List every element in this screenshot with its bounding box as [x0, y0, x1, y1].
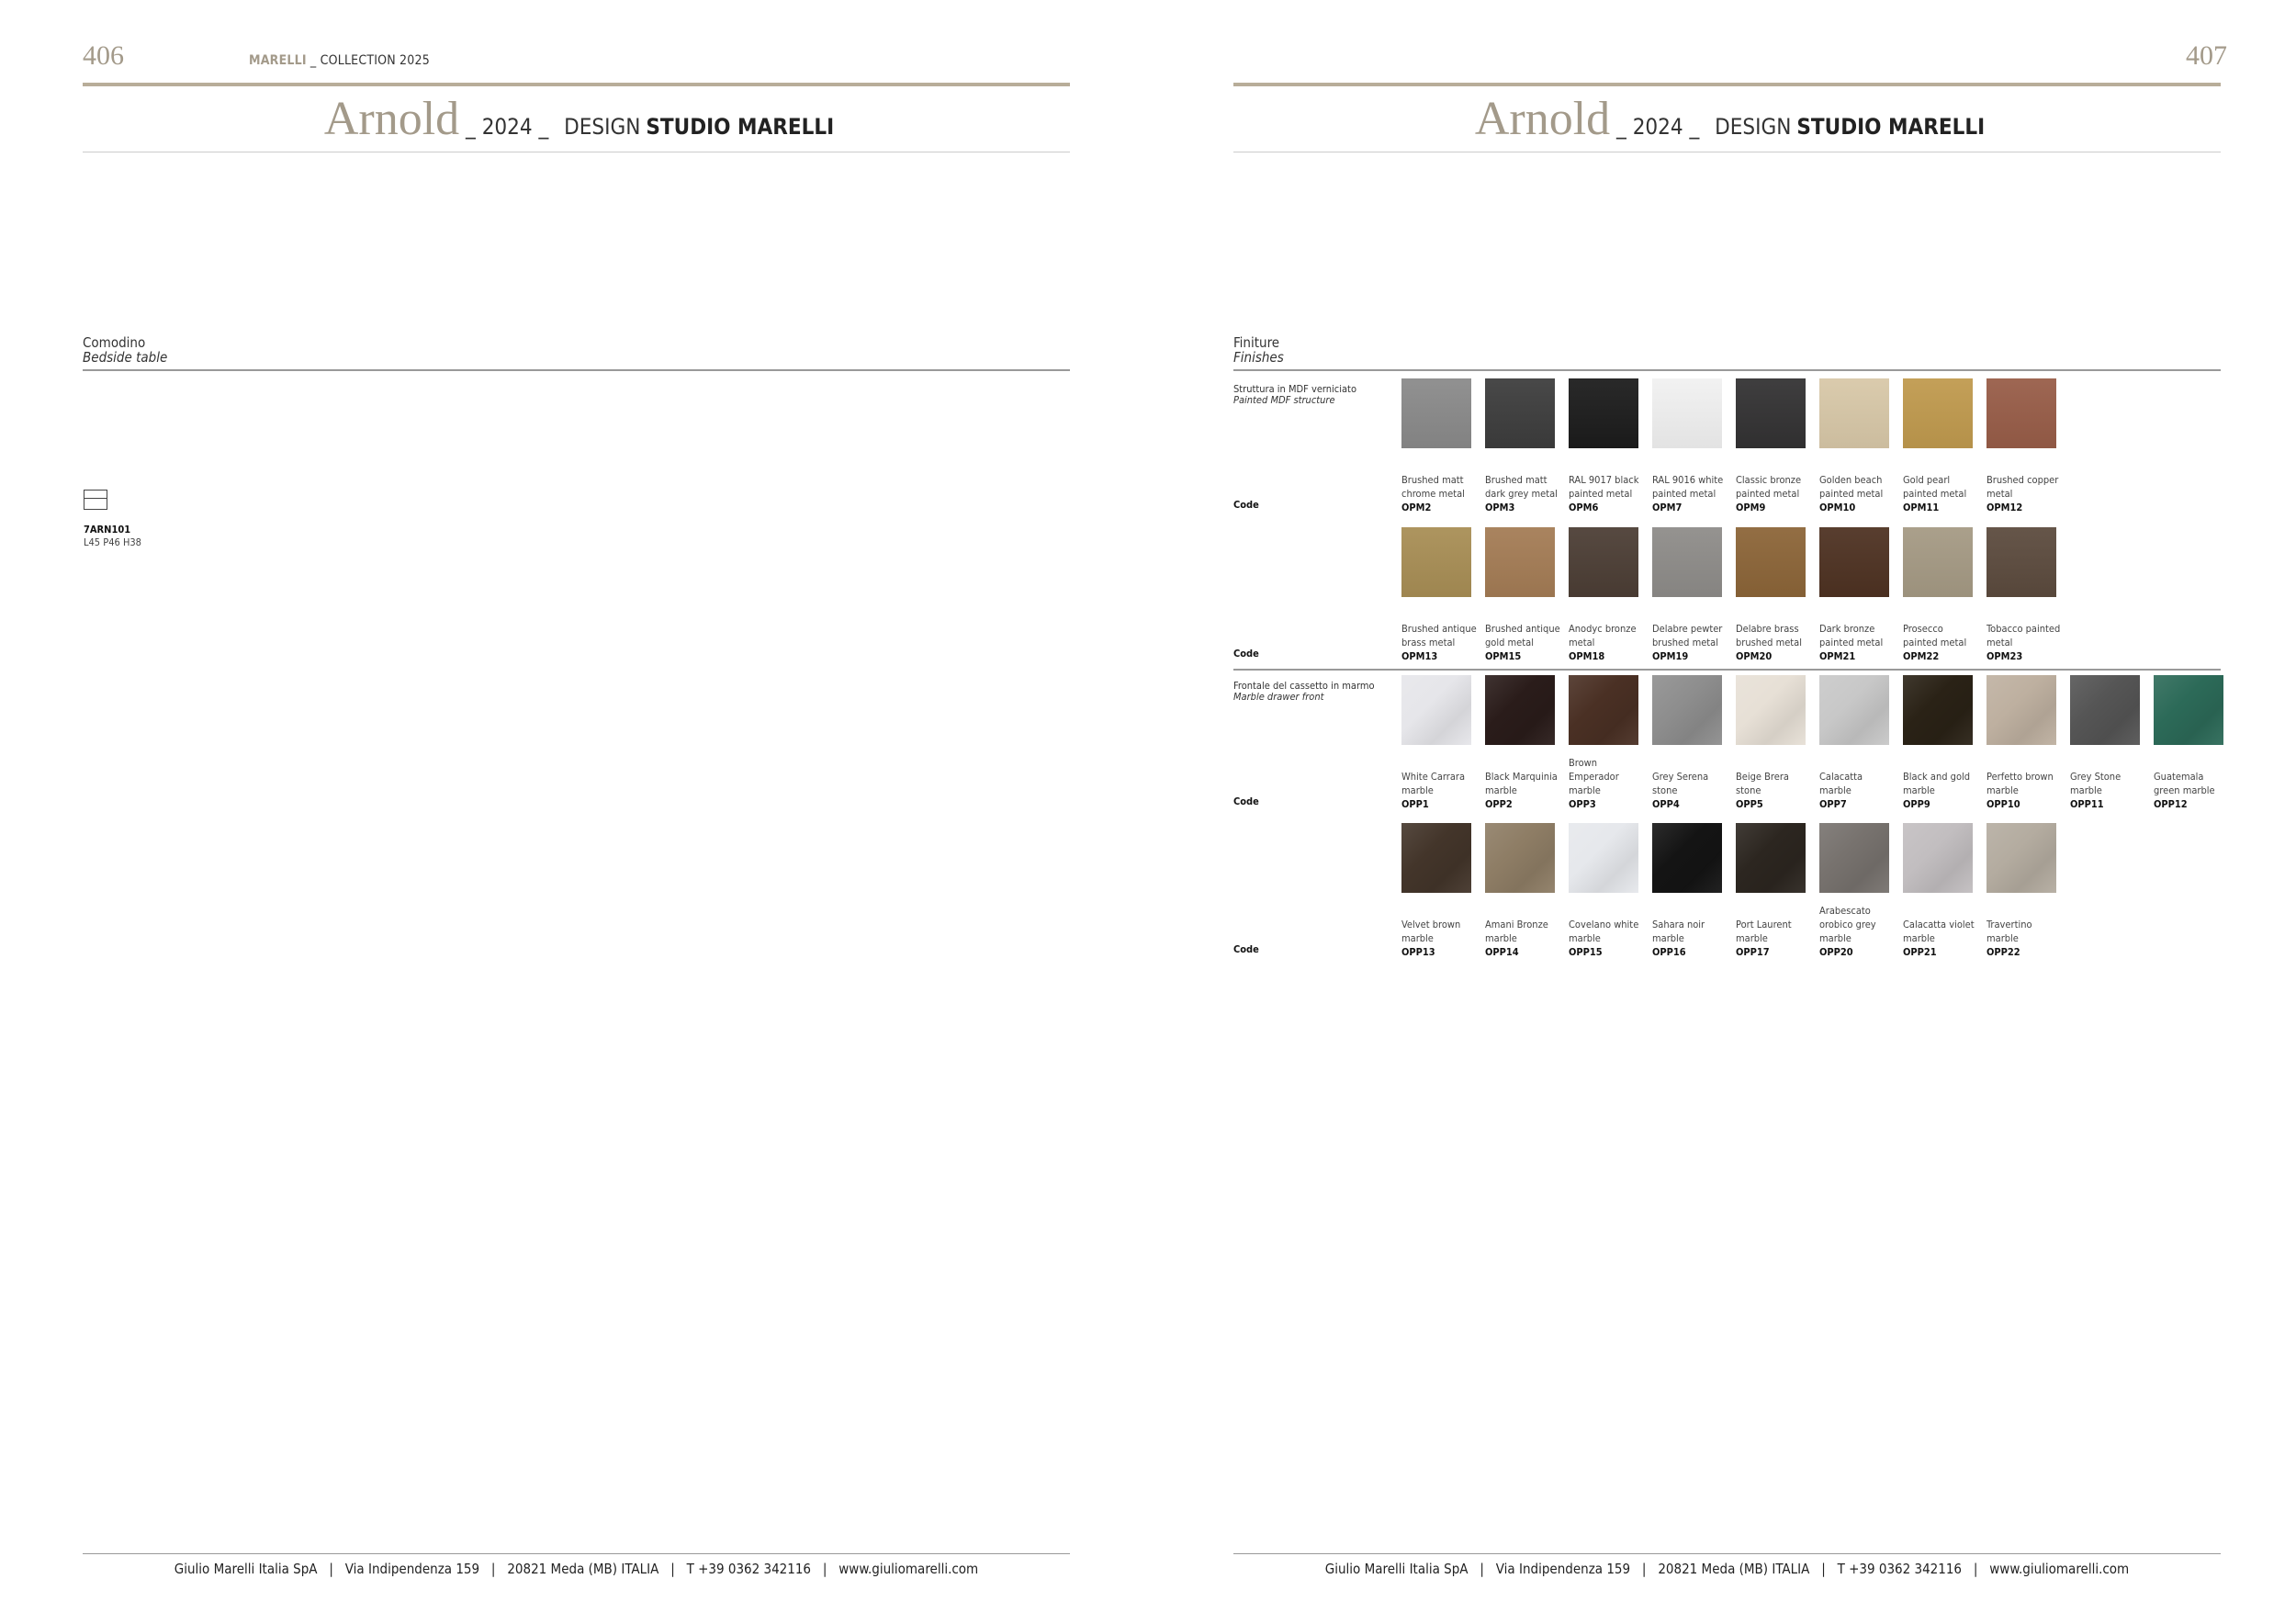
finish-caption: [1485, 452, 1562, 514]
finish-code: OPM9: [1736, 502, 1766, 513]
finish-swatch: [1986, 527, 2056, 597]
page-title: [1238, 92, 2222, 146]
finish-name: Tobacco painted metal: [1986, 623, 2061, 648]
finish-swatch: [1485, 378, 1555, 448]
finish-swatch: [1819, 823, 1889, 893]
finish-swatch: [1569, 527, 1638, 597]
finish-caption: [1986, 897, 2064, 959]
finish-swatch: [1569, 378, 1638, 448]
page-title: [87, 92, 1071, 146]
finish-caption: [2154, 749, 2231, 811]
finish-code: OPP12: [2154, 798, 2188, 810]
finish-caption: [1569, 749, 1646, 811]
group-label-structure: [1233, 384, 1356, 406]
product-name: Arnold: [323, 93, 460, 145]
finish-caption: [1736, 452, 1813, 514]
finish-code: OPP9: [1903, 798, 1930, 810]
finish-code: OPM6: [1569, 502, 1599, 513]
finish-name: Delabre brass brushed metal: [1736, 623, 1802, 648]
finish-caption: [1652, 897, 1729, 959]
title-year: _ 2024 _: [459, 114, 556, 140]
finish-code: OPP21: [1903, 946, 1937, 958]
finish-code: OPP20: [1819, 946, 1853, 958]
finish-code: OPP5: [1736, 798, 1763, 810]
collection-label: _ COLLECTION 2025: [306, 53, 430, 68]
finish-swatch: [1652, 527, 1722, 597]
finish-name: White Carrara marble: [1401, 771, 1466, 796]
finish-name: Amani Bronze marble: [1485, 919, 1548, 944]
finish-code: OPP3: [1569, 798, 1596, 810]
finish-caption: [1819, 601, 1896, 663]
finish-name: Travertino marble: [1986, 919, 2032, 944]
section-heading-it: Comodino: [83, 334, 146, 351]
finish-code: OPP22: [1986, 946, 2020, 958]
finish-swatch: [1736, 823, 1806, 893]
finish-swatch: [1401, 675, 1471, 745]
finish-code: OPM3: [1485, 502, 1515, 513]
finish-caption: [1401, 897, 1479, 959]
finish-caption: [1652, 601, 1729, 663]
product-dimensions: L45 P46 H38: [84, 536, 141, 548]
finish-caption: [1903, 749, 1980, 811]
finish-caption: [1652, 452, 1729, 514]
section-rule: [83, 369, 1070, 371]
section-heading-it: Finiture: [1233, 334, 1280, 351]
finish-name: Brushed copper metal: [1986, 474, 2059, 500]
finish-name: Calacatta violet marble: [1903, 919, 1975, 944]
group-label-it: Frontale del cassetto in marmo: [1233, 680, 1375, 692]
finish-swatch: [1819, 378, 1889, 448]
finish-name: Brushed antique gold metal: [1485, 623, 1560, 648]
finish-swatch: [2070, 675, 2140, 745]
finish-swatch: [1903, 675, 1973, 745]
top-rule: [83, 83, 1070, 86]
finish-swatch: [1986, 675, 2056, 745]
finish-swatch: [1736, 378, 1806, 448]
footer-rule: [1233, 1553, 2221, 1554]
finish-swatch: [1652, 378, 1722, 448]
finish-code: OPM2: [1401, 502, 1432, 513]
finish-caption: [1819, 749, 1896, 811]
finish-name: Golden beach painted metal: [1819, 474, 1884, 500]
top-rule: [1233, 83, 2221, 86]
finish-caption: [1569, 452, 1646, 514]
finish-name: Anodyc bronze metal: [1569, 623, 1637, 648]
finish-name: Dark bronze painted metal: [1819, 623, 1884, 648]
finish-name: Guatemala green marble: [2154, 771, 2215, 796]
finish-swatch: [1736, 527, 1806, 597]
section-heading: [83, 335, 167, 365]
finish-caption: [1401, 749, 1479, 811]
finish-code: OPM15: [1485, 650, 1522, 662]
finish-caption: [2070, 749, 2147, 811]
finish-caption: [1903, 601, 1980, 663]
finish-swatch: [1401, 378, 1471, 448]
running-head: [249, 53, 430, 68]
group-label-drawer-front: [1233, 681, 1375, 703]
finish-caption: [1986, 452, 2064, 514]
finish-name: Black Marquinia marble: [1485, 771, 1558, 796]
finish-caption: [1986, 601, 2064, 663]
code-label: Code: [1233, 795, 1259, 807]
group-label-en: Painted MDF structure: [1233, 394, 1335, 406]
finish-caption: [1903, 452, 1980, 514]
bedside-table-icon: [84, 490, 107, 510]
finish-caption: [1401, 601, 1479, 663]
finish-code: OPM7: [1652, 502, 1683, 513]
finish-name: RAL 9016 white painted metal: [1652, 474, 1724, 500]
finish-swatch: [1903, 823, 1973, 893]
finish-caption: [1986, 749, 2064, 811]
finish-name: Brushed antique brass metal: [1401, 623, 1477, 648]
finish-name: Port Laurent marble: [1736, 919, 1792, 944]
finish-caption: [1819, 897, 1896, 959]
finish-swatch: [1401, 527, 1471, 597]
finish-caption: [1819, 452, 1896, 514]
finish-code: OPP16: [1652, 946, 1686, 958]
finish-caption: [1401, 452, 1479, 514]
title-year: _ 2024 _: [1610, 114, 1706, 140]
finish-name: Velvet brown marble: [1401, 919, 1461, 944]
title-studio: STUDIO MARELLI: [1796, 114, 1986, 140]
finish-code: OPP10: [1986, 798, 2020, 810]
finish-name: Brushed matt chrome metal: [1401, 474, 1465, 500]
finish-code: OPM13: [1401, 650, 1438, 662]
finish-name: Calacatta marble: [1819, 771, 1863, 796]
finish-caption: [1485, 897, 1562, 959]
finish-code: OPM10: [1819, 502, 1856, 513]
finish-name: Grey Stone marble: [2070, 771, 2122, 796]
finish-swatch: [1485, 527, 1555, 597]
finish-name: Delabre pewter brushed metal: [1652, 623, 1723, 648]
finish-name: Black and gold marble: [1903, 771, 1971, 796]
title-design: DESIGN: [1715, 114, 1792, 140]
group-label-en: Marble drawer front: [1233, 691, 1324, 703]
group-rule: [1233, 669, 2221, 671]
finish-swatch: [1903, 378, 1973, 448]
finish-swatch: [1652, 823, 1722, 893]
finish-swatch: [1652, 675, 1722, 745]
finish-code: OPP7: [1819, 798, 1847, 810]
finish-name: Grey Serena stone: [1652, 771, 1709, 796]
finish-swatch: [1903, 527, 1973, 597]
finish-name: RAL 9017 black painted metal: [1569, 474, 1639, 500]
code-label: Code: [1233, 648, 1259, 660]
finish-code: OPM22: [1903, 650, 1940, 662]
finish-name: Classic bronze painted metal: [1736, 474, 1802, 500]
section-heading: [1233, 335, 1284, 365]
finish-code: OPM19: [1652, 650, 1689, 662]
finish-code: OPM23: [1986, 650, 2023, 662]
finish-code: OPP2: [1485, 798, 1513, 810]
code-label: Code: [1233, 499, 1259, 511]
finish-swatch: [1736, 675, 1806, 745]
finish-swatch: [2154, 675, 2223, 745]
section-rule: [1233, 369, 2221, 371]
product-code: 7ARN101: [84, 524, 131, 536]
finish-code: OPM12: [1986, 502, 2023, 513]
finish-swatch: [1819, 527, 1889, 597]
code-label: Code: [1233, 943, 1259, 955]
finish-caption: [1736, 749, 1813, 811]
finish-code: OPP4: [1652, 798, 1680, 810]
footer: Giulio Marelli Italia SpA | Via Indipendenza 159 | 20821 Meda (MB) ITALIA | T +39 0362 342116 | www.giuliomarelli.com: [174, 1561, 979, 1577]
finish-caption: [1736, 601, 1813, 663]
finish-name: Beige Brera stone: [1736, 771, 1789, 796]
finish-name: Arabescato orobico grey marble: [1819, 905, 1876, 944]
page-number: 406: [83, 40, 124, 71]
finish-swatch: [1401, 823, 1471, 893]
finish-caption: [1485, 601, 1562, 663]
finish-code: OPM21: [1819, 650, 1856, 662]
finish-caption: [1736, 897, 1813, 959]
right-page: [1148, 0, 2296, 1624]
finish-code: OPM18: [1569, 650, 1605, 662]
finish-swatch: [1819, 675, 1889, 745]
finish-name: Gold pearl painted metal: [1903, 474, 1967, 500]
brand-label: MARELLI: [249, 53, 307, 68]
footer: Giulio Marelli Italia SpA | Via Indipendenza 159 | 20821 Meda (MB) ITALIA | T +39 0362 342116 | www.giuliomarelli.com: [1324, 1561, 2130, 1577]
finish-swatch: [1986, 378, 2056, 448]
finish-code: OPP17: [1736, 946, 1770, 958]
finish-code: OPM20: [1736, 650, 1773, 662]
finish-name: Perfetto brown marble: [1986, 771, 2054, 796]
finish-code: OPM11: [1903, 502, 1940, 513]
finish-code: OPP1: [1401, 798, 1429, 810]
finish-swatch: [1569, 675, 1638, 745]
section-heading-en: Bedside table: [83, 349, 168, 366]
finish-swatch: [1485, 823, 1555, 893]
finish-swatch: [1986, 823, 2056, 893]
finish-caption: [1569, 601, 1646, 663]
finish-swatch: [1485, 675, 1555, 745]
finish-code: OPP11: [2070, 798, 2104, 810]
title-design: DESIGN: [564, 114, 641, 140]
group-label-it: Struttura in MDF verniciato: [1233, 383, 1356, 395]
finish-caption: [1569, 897, 1646, 959]
product-name: Arnold: [1474, 93, 1611, 145]
finish-caption: [1903, 897, 1980, 959]
title-studio: STUDIO MARELLI: [646, 114, 835, 140]
finish-name: Prosecco painted metal: [1903, 623, 1967, 648]
finish-name: Brushed matt dark grey metal: [1485, 474, 1558, 500]
finish-code: OPP14: [1485, 946, 1519, 958]
finish-code: OPP15: [1569, 946, 1603, 958]
finish-code: OPP13: [1401, 946, 1435, 958]
finish-name: Brown Emperador marble: [1569, 757, 1619, 796]
finish-name: Sahara noir marble: [1652, 919, 1705, 944]
page-number: 407: [2186, 40, 2227, 71]
footer-rule: [83, 1553, 1070, 1554]
finish-caption: [1485, 749, 1562, 811]
finish-caption: [1652, 749, 1729, 811]
finish-swatch: [1569, 823, 1638, 893]
section-heading-en: Finishes: [1233, 349, 1284, 366]
finish-name: Covelano white marble: [1569, 919, 1639, 944]
